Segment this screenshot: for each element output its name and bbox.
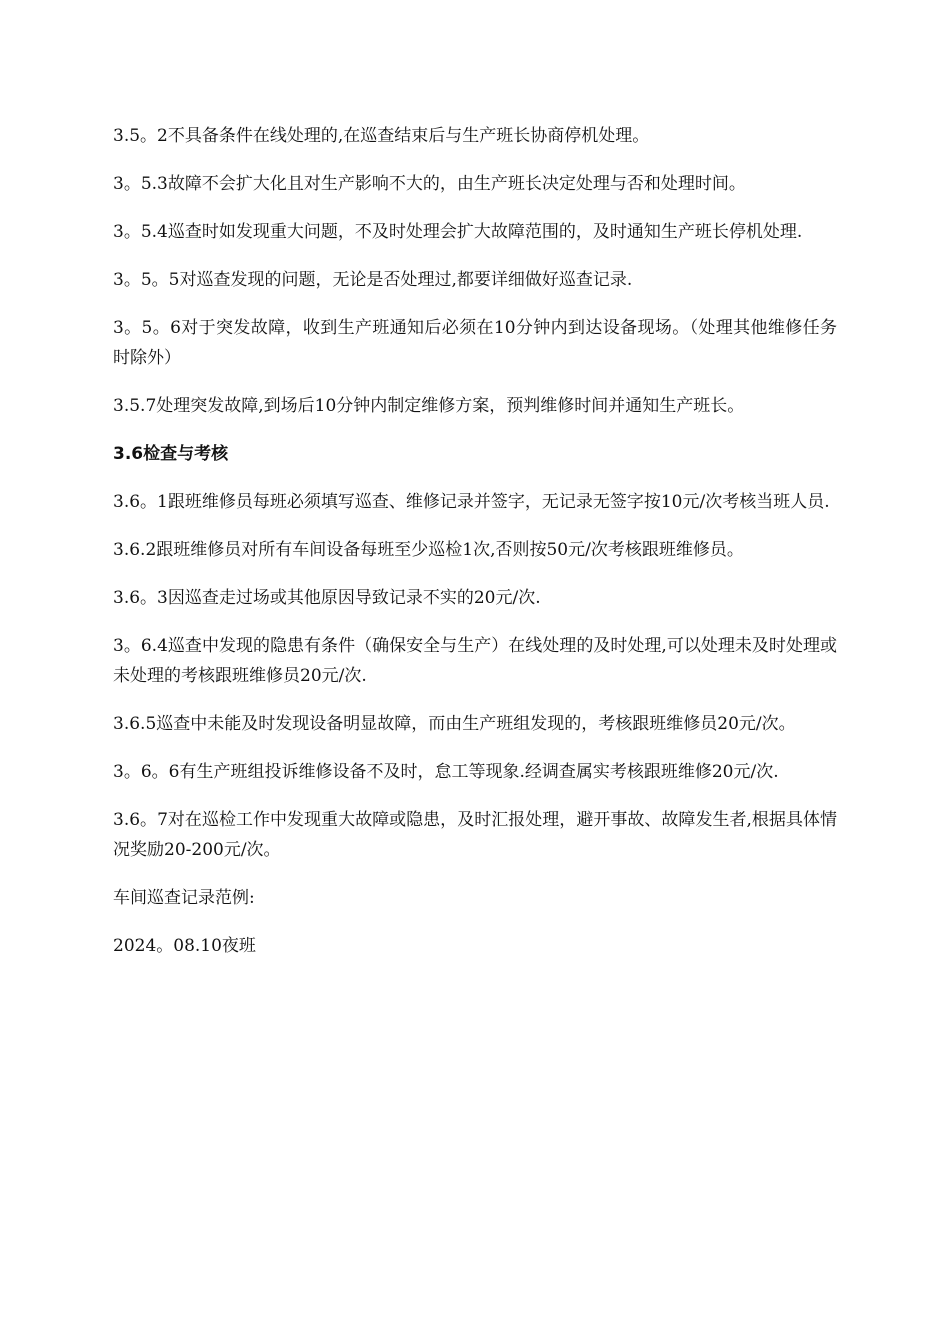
clause-3-5-6: 3。5。6对于突发故障，收到生产班通知后必须在10分钟内到达设备现场。（处理其他维修任务时除外） <box>113 318 837 368</box>
clause-3-6-3: 3.6。3因巡查走过场或其他原因导致记录不实的20元/次. <box>113 588 541 608</box>
clause-3-6-6: 3。6。6有生产班组投诉维修设备不及时，怠工等现象.经调查属实考核跟班维修20元/次. <box>113 762 779 782</box>
clause-3-6-5: 3.6.5巡查中未能及时发现设备明显故障，而由生产班组发现的，考核跟班维修员20元/次。 <box>113 714 796 734</box>
record-example-intro: 车间巡查记录范例: <box>113 888 255 908</box>
record-example-date: 2024。08.10夜班 <box>113 936 256 956</box>
document-body <box>113 121 837 979</box>
clause-3-6-1: 3.6。1跟班维修员每班必须填写巡查、维修记录并签字，无记录无签字按10元/次考核当班人员. <box>113 492 830 512</box>
clause-3-6-4: 3。6.4巡查中发现的隐患有条件（确保安全与生产）在线处理的及时处理,可以处理未及时处理或未处理的考核跟班维修员20元/次. <box>113 636 837 686</box>
clause-3-5-3: 3。5.3故障不会扩大化且对生产影响不大的，由生产班长决定处理与否和处理时间。 <box>113 174 746 194</box>
clause-3-6-2: 3.6.2跟班维修员对所有车间设备每班至少巡检1次,否则按50元/次考核跟班维修员。 <box>113 540 744 560</box>
clause-3-5-5: 3。5。5对巡查发现的问题，无论是否处理过,都要详细做好巡查记录. <box>113 270 633 290</box>
section-heading-3-6: 3.6检查与考核 <box>113 444 229 464</box>
clause-3-6-7: 3.6。7对在巡检工作中发现重大故障或隐患，及时汇报处理，避开事故、故障发生者,根据具体情况奖励20-200元/次。 <box>113 810 837 860</box>
clause-3-5-4: 3。5.4巡查时如发现重大问题，不及时处理会扩大故障范围的，及时通知生产班长停机处理. <box>113 222 803 242</box>
clause-3-5-7: 3.5.7处理突发故障,到场后10分钟内制定维修方案，预判维修时间并通知生产班长。 <box>113 396 745 416</box>
clause-3-5-2: 3.5。2不具备条件在线处理的,在巡查结束后与生产班长协商停机处理。 <box>113 126 650 146</box>
